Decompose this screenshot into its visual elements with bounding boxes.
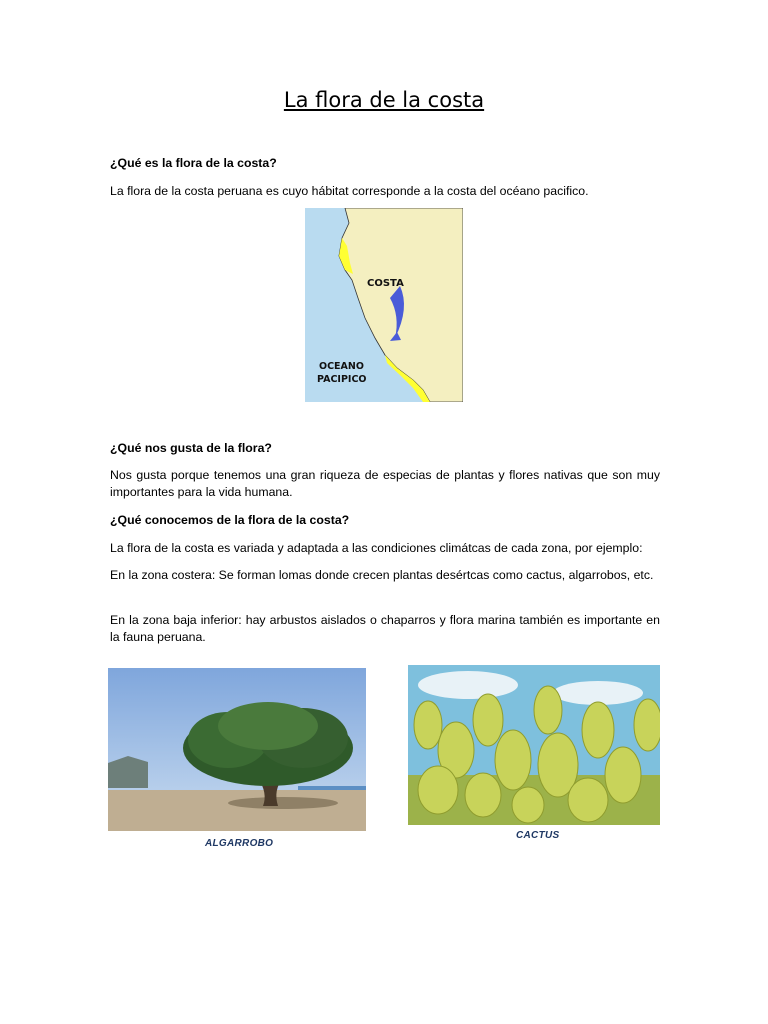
question-what-we-like: ¿Qué nos gusta de la flora? [110, 441, 272, 455]
cloud [418, 671, 518, 699]
cactus-photo [408, 665, 660, 825]
tree-canopy-top [218, 702, 318, 750]
map-label-pacipico: PACIPICO [317, 374, 367, 385]
paragraph-varied-flora: La flora de la costa es variada y adaptada a las condiciones climátcas de cada zona, por ejemplo: [110, 541, 643, 555]
caption-algarrobo: ALGARROBO [205, 838, 274, 849]
peru-coast-map [305, 208, 463, 402]
question-what-we-know: ¿Qué conocemos de la flora de la costa? [110, 513, 350, 527]
paragraph-why-we-like: Nos gusta porque tenemos una gran riqueza de especias de plantas y flores nativas que son muy importantes para la vida humana. [110, 468, 660, 499]
question-what-is: ¿Qué es la flora de la costa? [110, 156, 277, 170]
cloud [553, 681, 643, 705]
map-label-costa: COSTA [367, 278, 404, 289]
map-label-oceano: OCEANO [319, 361, 364, 372]
tree-shadow [228, 797, 338, 809]
caption-cactus: CACTUS [516, 830, 560, 841]
ground [108, 790, 366, 831]
algarrobo-graphic [108, 668, 366, 831]
peru-map-graphic [305, 208, 463, 402]
page-title: La flora de la costa [283, 88, 485, 112]
cactus-graphic [408, 665, 660, 825]
paragraph-lower-zone: En la zona baja inferior: hay arbustos aislados o chaparros y flora marina también es importante en la fauna peruana. [110, 613, 660, 644]
paragraph-coastal-zone: En la zona costera: Se forman lomas donde crecen plantas desértcas como cactus, algarrobos, etc. [110, 568, 654, 582]
algarrobo-photo [108, 668, 366, 831]
paragraph-definition: La flora de la costa peruana es cuyo hábitat corresponde a la costa del océano pacifico. [110, 184, 589, 198]
